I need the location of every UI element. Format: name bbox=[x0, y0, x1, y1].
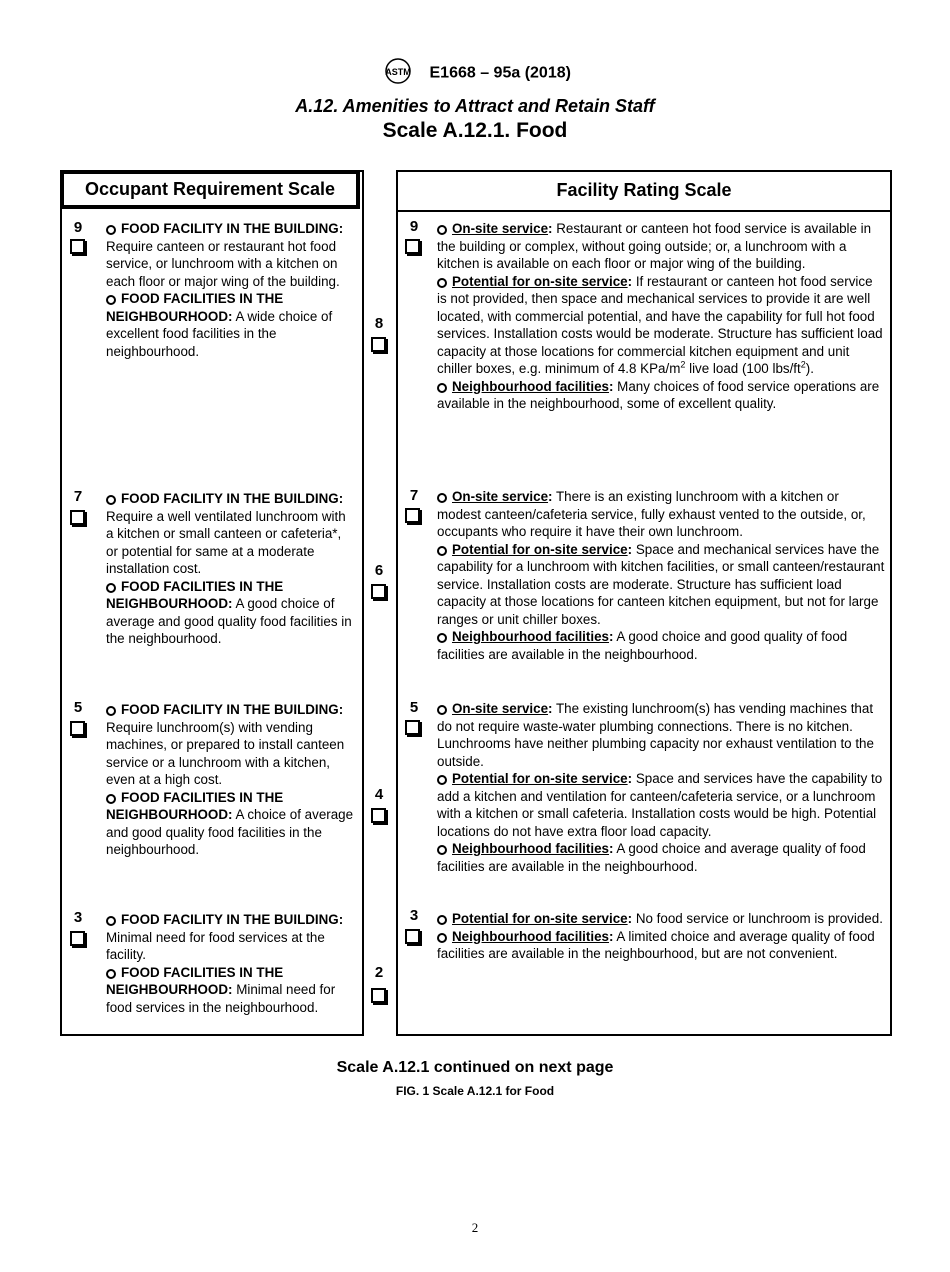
radio-circle-icon bbox=[437, 633, 447, 643]
occupant-level-checkbox[interactable] bbox=[70, 510, 85, 525]
occupant-level-description: FOOD FACILITY IN THE BUILDING: Require a well ventilated lunchroom with a kitchen or small canteen or cafeteria*, or potential for same at a moderate installation cost. FOOD FACILITIES IN THE NEIGHBOURHOOD: A good choice of average and good quality food facilities in the neighbourhood. bbox=[106, 491, 352, 646]
occupant-level-description: FOOD FACILITY IN THE BUILDING: Minimal need for food services at the facility. FOOD FACILITIES IN THE NEIGHBOURHOOD: Minimal need for food services in the neighbourhood. bbox=[106, 912, 344, 1015]
middle-level-number: 8 bbox=[374, 315, 384, 332]
page-number: 2 bbox=[471, 1220, 479, 1235]
facility-level-checkbox[interactable] bbox=[405, 929, 420, 944]
middle-level-number: 6 bbox=[374, 562, 384, 579]
radio-circle-icon bbox=[437, 933, 447, 943]
facility-level-description: Potential for on-site service: No food service or lunchroom is provided. Neighbourhood facilities: A limited choice and average quality of food facilities are available in the neighbourhood, but are not convenient. bbox=[437, 911, 883, 961]
svg-text:ASTM: ASTM bbox=[385, 67, 411, 77]
scale-title: Scale A.12.1. Food bbox=[382, 119, 568, 142]
occupant-level-checkbox[interactable] bbox=[70, 721, 85, 736]
middle-level-checkbox[interactable] bbox=[371, 337, 386, 352]
occupant-level-number: 7 bbox=[73, 488, 83, 505]
facility-level-description: On-site service: Restaurant or canteen hot food service is available in the building or complex, without going outside; or, a lunchroom with a kitchen is available on each floor or major wing of the building. Potential for on-site service: If restaurant or canteen hot food service is not provided, then space and mechanical services to provide it are well located, with commercial potential, and have the capability for full hot food services. Installation costs would be moderate. Structure has sufficient load capacity at those locations for commercial kitchen equipment and unit chiller boxes, e.g. minimum of 4.8 KPa/$m^2$ live load (100 lbs/$ft^2$). Neighbourhood facilities: Many choices of food service operations are available in the neighbourhood, some of excellent quality. bbox=[437, 221, 883, 411]
middle-level-checkbox[interactable] bbox=[371, 988, 386, 1003]
figure-caption: FIG. 1 Scale A.12.1 for Food bbox=[395, 1084, 555, 1098]
radio-circle-icon bbox=[106, 916, 116, 926]
continued-note: Scale A.12.1 continued on next page bbox=[336, 1059, 614, 1076]
facility-level-number: 9 bbox=[409, 218, 419, 235]
middle-level-checkbox[interactable] bbox=[371, 584, 386, 599]
occupant-level-description: FOOD FACILITY IN THE BUILDING: Require lunchroom(s) with vending machines, or prepared to install canteen service or a lunchroom with a kitchen, even at a high cost. FOOD FACILITIES IN THE NEIGHBOURHOOD: A choice of average and good quality food facilities in the neighbourhood. bbox=[106, 702, 354, 857]
radio-circle-icon bbox=[106, 969, 116, 979]
radio-circle-icon bbox=[437, 705, 447, 715]
middle-level-checkbox[interactable] bbox=[371, 808, 386, 823]
occupant-level-checkbox[interactable] bbox=[70, 239, 85, 254]
radio-circle-icon bbox=[437, 225, 447, 235]
facility-level-number: 3 bbox=[409, 907, 419, 924]
occupant-level-number: 9 bbox=[73, 219, 83, 236]
occupant-level-description: FOOD FACILITY IN THE BUILDING: Require canteen or restaurant hot food service, or lunchroom with a kitchen on each floor or major wing of the building. FOOD FACILITIES IN THE NEIGHBOURHOOD: A wide choice of excellent food facilities in the neighbourhood. bbox=[106, 221, 344, 359]
occupant-level-number: 3 bbox=[73, 909, 83, 926]
standard-number: E1668 – 95a (2018) bbox=[429, 64, 571, 82]
radio-circle-icon bbox=[106, 583, 116, 593]
radio-circle-icon bbox=[437, 546, 447, 556]
occupant-level-checkbox[interactable] bbox=[70, 931, 85, 946]
radio-circle-icon bbox=[437, 915, 447, 925]
radio-circle-icon bbox=[106, 794, 116, 804]
radio-circle-icon bbox=[437, 775, 447, 785]
facility-level-number: 5 bbox=[409, 699, 419, 716]
radio-circle-icon bbox=[437, 493, 447, 503]
radio-circle-icon bbox=[106, 225, 116, 235]
facility-level-checkbox[interactable] bbox=[405, 720, 420, 735]
section-title: A.12. Amenities to Attract and Retain Staff bbox=[295, 96, 655, 116]
radio-circle-icon bbox=[437, 278, 447, 288]
radio-circle-icon bbox=[106, 495, 116, 505]
facility-level-checkbox[interactable] bbox=[405, 239, 420, 254]
middle-level-number: 4 bbox=[374, 786, 384, 803]
document-header bbox=[0, 57, 950, 90]
facility-level-number: 7 bbox=[409, 487, 419, 504]
radio-circle-icon bbox=[106, 706, 116, 716]
radio-circle-icon bbox=[437, 845, 447, 855]
facility-level-checkbox[interactable] bbox=[405, 508, 420, 523]
occupant-scale-heading: Occupant Requirement Scale bbox=[60, 170, 360, 209]
radio-circle-icon bbox=[437, 383, 447, 393]
facility-scale-heading: Facility Rating Scale bbox=[396, 170, 892, 212]
radio-circle-icon bbox=[106, 295, 116, 305]
facility-level-description: On-site service: The existing lunchroom(s) has vending machines that do not require waste-water plumbing connections. There is no kitchen. Lunchrooms have neither plumbing capacity nor exhaust ventilation to the outside. Potential for on-site service: Space and services have the capability to add a kitchen and ventilation for canteen/cafeteria service, or a lunchroom with a kitchen or small cafeteria. Installation costs would be high. Potential locations do not have extra floor load capacity. Neighbourhood facilities: A good choice and average quality of food facilities are available in the neighbourhood. bbox=[437, 701, 883, 874]
facility-level-description: On-site service: There is an existing lunchroom with a kitchen or modest canteen/cafeteria service, fully exhaust vented to the outside, or, occupants who require it have their own lunchroom. Potential for on-site service: Space and mechanical services have the capability for a lunchroom with kitchen facilities, or small canteen/restaurant service. Installation costs are moderate. Structure has sufficient load capacity at those locations for canteen kitchen equipment, but not for large ranges or unit chiller boxes. Neighbourhood facilities: A good choice and good quality of food facilities are available in the neighbourhood. bbox=[437, 489, 885, 662]
astm-logo-icon bbox=[379, 57, 417, 90]
occupant-level-number: 5 bbox=[73, 699, 83, 716]
middle-level-number: 2 bbox=[374, 964, 384, 981]
